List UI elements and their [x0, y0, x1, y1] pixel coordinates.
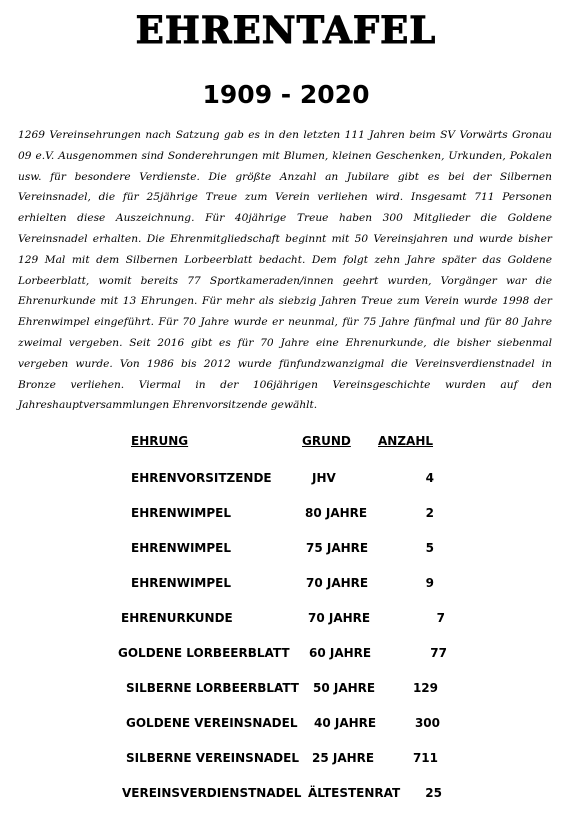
row-grund: JHV [312, 471, 336, 485]
row-grund: 70 JAHRE [308, 611, 371, 625]
row-anzahl: 77 [430, 646, 447, 660]
row-grund: 50 JAHRE [313, 681, 376, 695]
row-anzahl: 25 [425, 786, 442, 800]
row-grund: 60 JAHRE [309, 646, 372, 660]
row-grund: 80 JAHRE [305, 506, 368, 520]
header-anzahl: ANZAHL [378, 434, 434, 448]
header-ehrung: EHRUNG [131, 434, 189, 448]
row-ehrung: EHRENVORSITZENDE [131, 471, 272, 485]
row-anzahl: 711 [412, 751, 438, 765]
row-anzahl: 300 [414, 716, 440, 730]
row-ehrung: SILBERNE VEREINSNADEL [126, 751, 299, 765]
row-ehrung: GOLDENE VEREINSNADEL [126, 716, 298, 730]
row-ehrung: EHRENURKUNDE [121, 611, 233, 625]
intro-paragraph: 1269 Vereinsehrungen nach Satzung gab es in den letzten 111 Jahren beim SV Vorwärts Gronau 09 e.V. Ausgenommen sind Sonderehrungen mit Blumen, kleinen Geschenken, Urkunden, Pokalen usw. für besondere Verdienste. Die größte Anzahl an Jubilare gibt es bei der Silbernen Vereinsnadel, die für 25jährige Treue zum Verein verliehen wird. Insgesamt 711 Personen erhielten diese Auszeichnung. Für 40jährige Treue haben 300 Mitglieder die Goldene Vereinsnadel erhalten. Die Ehrenmitgliedschaft beginnt mit 50 Vereinsjahren und wurde bisher 129 Mal mit dem Silbernen Lorbeerblatt bedacht. Dem folgt zehn Jahre später das Goldene Lorbeerblatt, womit bereits 77 Sportkameraden/innen geehrt wurden, Vorgänger war die Ehrenurkunde mit 13 Ehrungen. Für mehr als siebzig Jahren Treue zum Verein wurde 1998 der Ehrenwimpel eingeführt. Für 70 Jahre wurde er neunmal, für 75 Jahre fünfmal und für 80 Jahre zweimal vergeben. Seit 2016 gibt es für 70 Jahre eine Ehrenurkunde, die bisher siebenmal vergeben wurde. Von 1986 bis 2012 wurde fünfundzwanzigmal die Vereinsverdienstnadel in Bronze verliehen. Viermal in der 106jährigen Vereinsgeschichte wurden auf den Jahreshauptversammlungen Ehrenvorsitzende gewählt. [18, 129, 552, 412]
row-grund: 75 JAHRE [306, 541, 369, 555]
row-ehrung: EHRENWIMPEL [131, 506, 232, 520]
row-anzahl: 9 [425, 576, 434, 590]
row-ehrung: GOLDENE LORBEERBLATT [118, 646, 290, 660]
row-anzahl: 4 [425, 471, 434, 485]
years-heading: 1909 - 2020 [202, 80, 370, 109]
row-grund: 70 JAHRE [306, 576, 369, 590]
row-ehrung: EHRENWIMPEL [131, 541, 232, 555]
page-title: EHRENTAFEL [135, 8, 437, 52]
row-grund: 25 JAHRE [312, 751, 375, 765]
row-anzahl: 2 [425, 506, 434, 520]
row-grund: ÄLTESTENRAT [308, 786, 401, 800]
header-grund: GRUND [302, 434, 351, 448]
row-ehrung: VEREINSVERDIENSTNADEL [122, 786, 302, 800]
row-ehrung: SILBERNE LORBEERBLATT [126, 681, 299, 695]
row-grund: 40 JAHRE [314, 716, 377, 730]
row-anzahl: 7 [436, 611, 445, 625]
row-ehrung: EHRENWIMPEL [131, 576, 232, 590]
row-anzahl: 129 [412, 681, 438, 695]
row-anzahl: 5 [425, 541, 434, 555]
